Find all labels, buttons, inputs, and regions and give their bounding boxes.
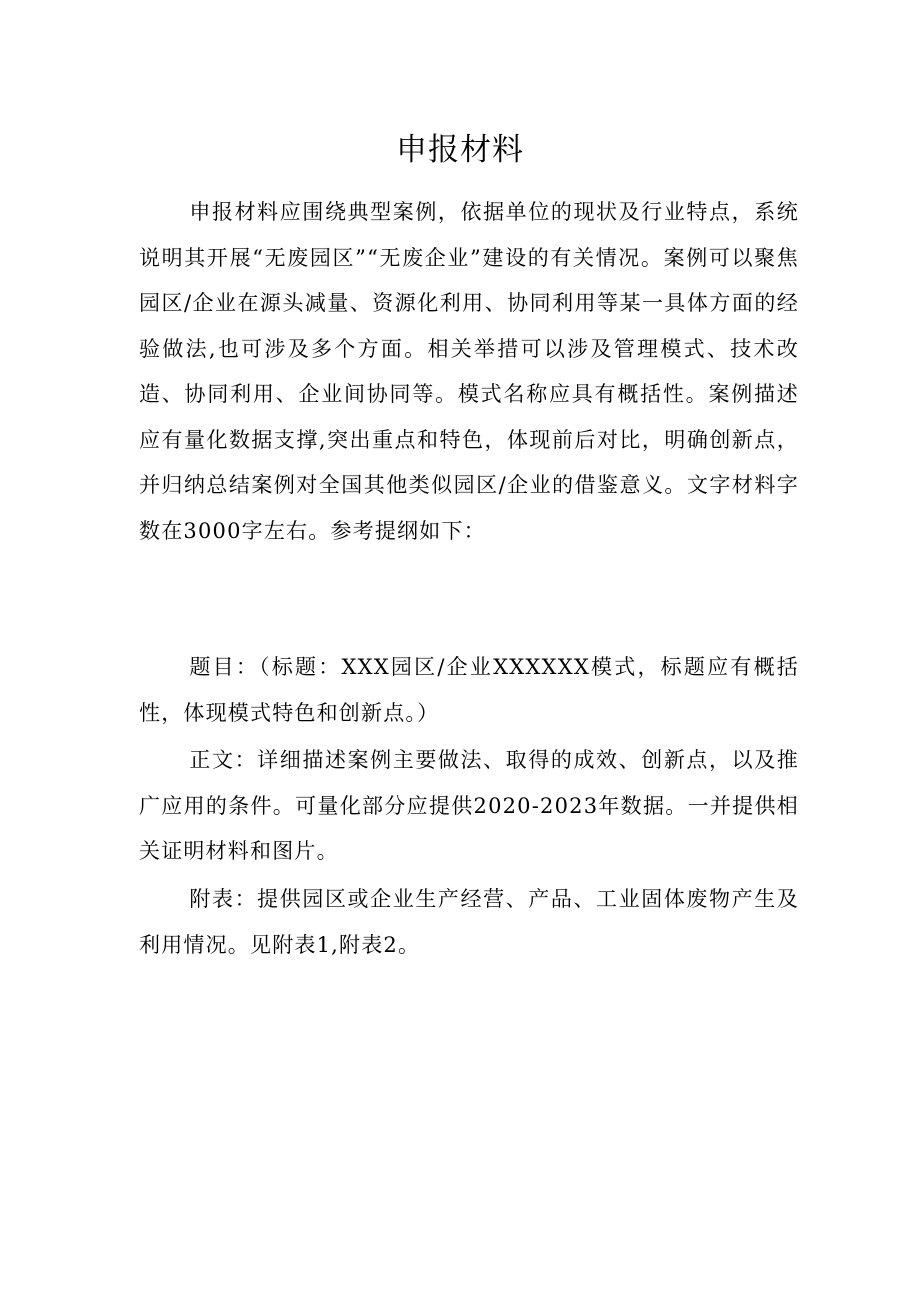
intro-paragraph: 申报材料应围绕典型案例，依据单位的现状及行业特点，系统说明其开展“无废园区”“无废企业”建设的有关情况。案例可以聚焦园区/企业在源头减量、资源化利用、协同利用等某一具体方面的经验做法,也可涉及多个方面。相关举措可以涉及管理模式、技术改造、协同利用、企业间协同等。模式名称应具有概括性。案例描述应有量化数据支撑,突出重点和特色，体现前后对比，明确创新点，并归纳总结案例对全国其他类似园区/企业的借鉴意义。文字材料字数在3000字左右。参考提纲如下： <box>139 200 799 543</box>
outline-appendix-item: 附表：提供园区或企业生产经营、产品、工业固体废物产生及利用情况。见附表1,附表2。 <box>139 887 799 957</box>
outline-title-item: 题目：（标题：XXX园区/企业XXXXXX模式，标题应有概括性，体现模式特色和创新点。） <box>139 655 799 725</box>
page-title: 申报材料 <box>396 132 524 168</box>
outline-body-item: 正文：详细描述案例主要做法、取得的成效、创新点，以及推广应用的条件。可量化部分应提供2020-2023年数据。一并提供相关证明材料和图片。 <box>139 748 799 863</box>
